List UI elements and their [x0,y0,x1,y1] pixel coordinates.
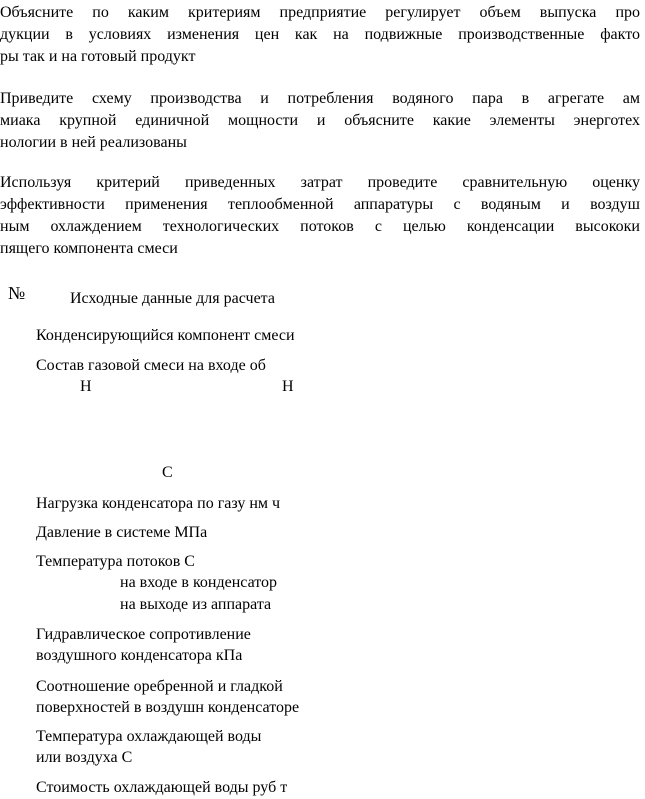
row-flow-temperature: Температура потоков С [36,553,195,570]
row-system-pressure: Давление в системе МПа [36,524,208,541]
row-cooling-water-temperature: Температура охлаждающей воды [36,728,262,745]
row-outlet: на выходе из аппарата [120,596,272,613]
row-air-temperature: или воздуха С [36,749,133,766]
row-surfaces-air-condenser: поверхностей в воздушн конденсаторе [36,699,300,716]
question-1-line-3: ры так и на готовый продукт [0,48,196,65]
question-3 [0,172,640,260]
question-3-line-1: Используя критерий приведенных затрат проведите сравнительную оценку [0,174,640,191]
row-hydraulic-resistance: Гидравлическое сопротивление [36,626,251,643]
question-2-line-1: Приведите схему производства и потребления водяного пара в агрегате ам [0,90,640,107]
row-inlet: на входе в конденсатор [120,574,278,591]
table-header: Исходные данные для расчета [70,290,275,307]
row-surface-ratio: Соотношение оребренной и гладкой [36,678,283,695]
question-1-line-1: Объясните по каким критериям предприятие регулирует объем выпуска про [0,4,640,21]
question-2-line-3: нологии в ней реализованы [0,134,187,151]
row-condenser-load: Нагрузка конденсатора по газу нм ч [36,495,281,512]
row-air-condenser: воздушного конденсатора кПа [36,647,243,664]
row-condensing-component: Конденсирующийся компонент смеси [36,327,295,344]
question-2-line-2: миака крупной единичной мощности и объясните какие элементы энерготех [0,112,640,129]
row-composition-h1: Н [80,378,92,395]
question-2 [0,88,640,154]
row-gas-composition: Состав газовой смеси на входе об [36,357,266,374]
question-3-line-3: ным охлаждением технологических потоков с целью конденсации высококи [0,218,640,235]
row-composition-h2: Н [282,378,294,395]
question-1-line-2: дукции в условиях изменения цен как на подвижные производственные факто [0,26,640,43]
question-3-line-4: пящего компонента смеси [0,240,178,257]
row-cooling-water-cost: Стоимость охлаждающей воды руб т [36,779,288,796]
question-3-line-2: эффективности применения теплообменной аппаратуры с водяным и воздуш [0,196,640,213]
number-sign: № [8,283,26,303]
row-composition-c: С [162,464,173,481]
question-1 [0,2,640,68]
